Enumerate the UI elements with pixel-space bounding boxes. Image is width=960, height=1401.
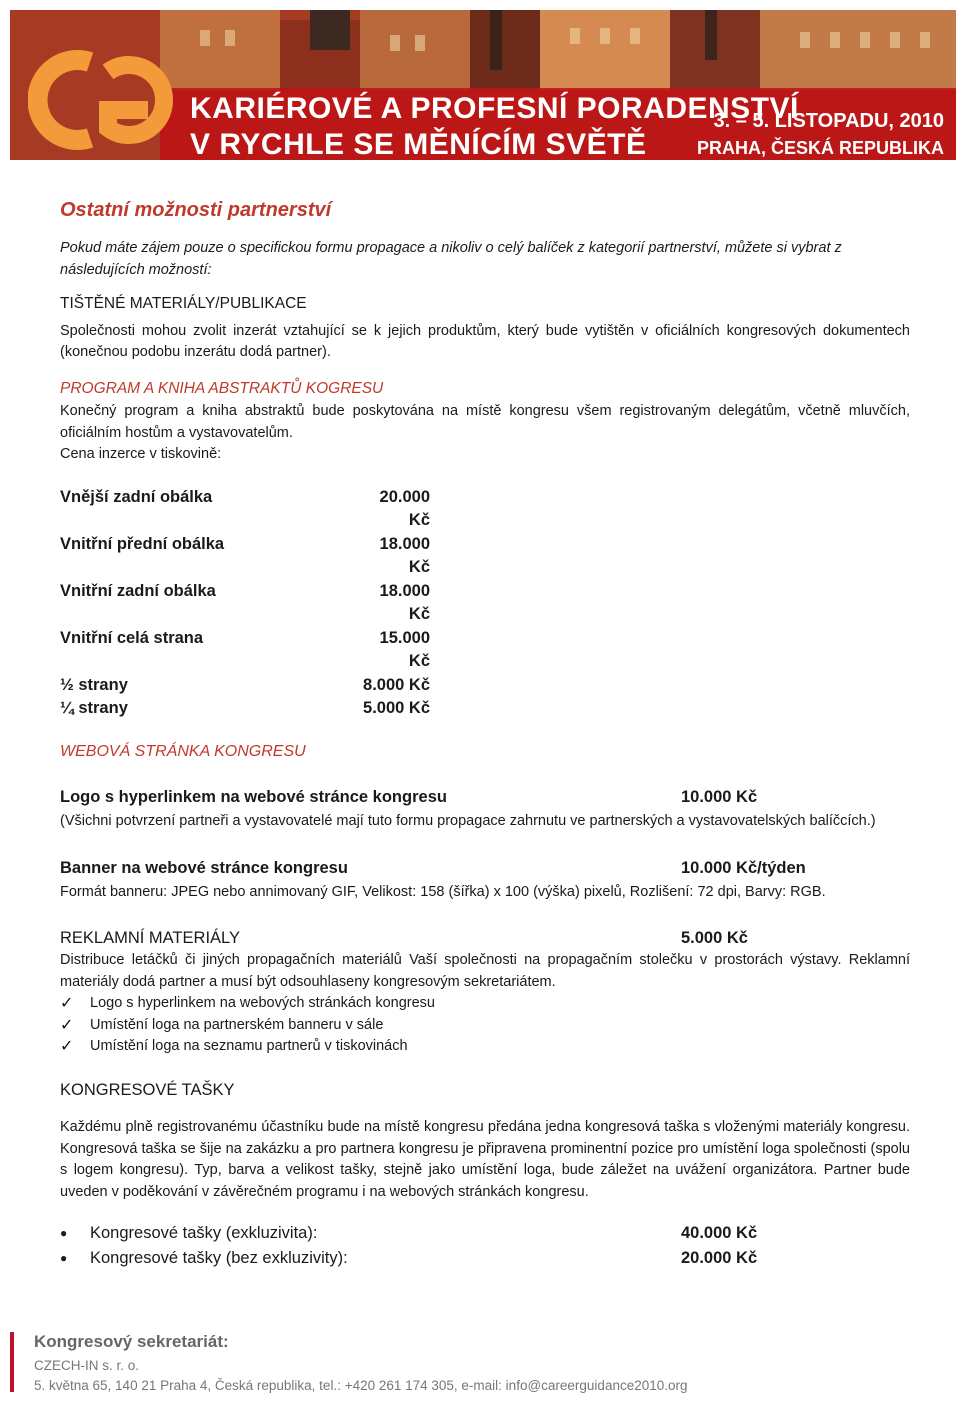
list-item (60, 1246, 910, 1271)
web-heading: WEBOVÁ STRÁNKA KONGRESU (60, 742, 306, 760)
web-banner-price: 10.000 Kč/týden (681, 858, 806, 877)
web-logo-note: (Všichni potvrzení partneři a vystavovatelé mají tuto formu propagace zahrnutu ve partnerských a vystavovatelských balíčcích.) (60, 813, 876, 829)
bags-option-price: 20.000 Kč (681, 1248, 758, 1267)
intro-paragraph: Pokud máte zájem pouze o specifickou formu propagace a nikoliv o celý balíček z kategorií partnerství, můžete si vybrat z následujících možností: (60, 240, 842, 278)
web-banner-label: Banner na webové stránce kongresu (60, 858, 348, 877)
footer (10, 1332, 950, 1394)
price-row (60, 674, 910, 698)
price-row-label: ½ strany (60, 675, 128, 694)
list-item (60, 993, 910, 1015)
bags-option-price: 40.000 Kč (681, 1224, 758, 1242)
checkmark-icon: ✓ (60, 1016, 74, 1034)
bags-heading: KONGRESOVÉ TAŠKY (60, 1080, 235, 1099)
price-row (60, 580, 910, 627)
bags-paragraph: Každému plně registrovanému účastníku bude na místě kongresu předána jedna kongresová taška s vloženými materiály kongresu. Kongresová taška se šije na zakázku a pro partnera kongresu je připravena prominentní pozice pro umístění loga společnosti (spolu s logem kongresu). Typ, barva a velikost tašky, stejně jako umístění loga, bude záležet na uvážení organizátora. Partner bude uveden v poděkování v závěrečném programu i na webových stránkách kongresu. (60, 1119, 910, 1200)
price-row (60, 486, 910, 533)
web-logo-label: Logo s hyperlinkem na webové stránce kongresu (60, 788, 447, 806)
banner-place: PRAHA, ČESKÁ REPUBLIKA (696, 138, 944, 158)
price-row-label: Vnitřní zadní obálka (60, 581, 216, 600)
promo-checklist (60, 993, 910, 1058)
checkmark-icon: ✓ (60, 1038, 74, 1055)
bullet-icon: ● (60, 1250, 68, 1265)
price-row-label: Vnější zadní obálka (60, 487, 213, 506)
footer-company: CZECH-IN s. r. o. (34, 1358, 140, 1373)
promo-paragraph: Distribuce letáčků či jiných propagačních materiálů Vaší společnosti na propagačním stolečku v prostorách výstavy. Reklamní materiály dodá partner a musí být odsouhlaseny kongresovým sekretariátem. (60, 952, 910, 990)
footer-accent-bar (10, 1332, 14, 1392)
list-item (60, 1036, 910, 1058)
banner-title: KARIÉROVÉ A PROFESNÍ PORADENSTVÍ (190, 92, 799, 125)
banner-date: 3. – 5. LISTOPADU, 2010 (713, 110, 944, 132)
list-item (60, 1221, 910, 1246)
price-table (60, 486, 910, 721)
banner-subtitle: V RYCHLE SE MĚNÍCÍM SVĚTĚ (190, 128, 647, 160)
bags-options (60, 1221, 910, 1270)
header-banner (10, 10, 956, 160)
promo-line (60, 927, 910, 950)
price-row-value: 15.000 Kč (379, 628, 430, 670)
print-heading: TIŠTĚNÉ MATERIÁLY/PUBLIKACE (60, 295, 307, 312)
list-item-label: Umístění loga na seznamu partnerů v tiskovinách (90, 1038, 408, 1054)
bullet-icon: ● (60, 1226, 68, 1240)
list-item (60, 1015, 910, 1037)
bags-option-label: Kongresové tašky (bez exkluzivity): (90, 1248, 348, 1267)
promo-heading: REKLAMNÍ MATERIÁLY (60, 929, 241, 947)
promo-price: 5.000 Kč (681, 929, 748, 947)
price-row-label: ¼ strany (60, 699, 128, 717)
cg-logo-icon (28, 50, 178, 150)
price-row-value: 18.000 Kč (379, 534, 430, 576)
web-banner-line (60, 857, 910, 880)
footer-address: 5. května 65, 140 21 Praha 4, Česká republika, tel.: +420 261 174 305, e-mail: info@careerguidance2010.org (34, 1378, 688, 1393)
price-row-value: 8.000 Kč (363, 675, 430, 694)
list-item-label: Umístění loga na partnerském banneru v sále (90, 1016, 384, 1033)
price-row-value: 18.000 Kč (379, 581, 430, 623)
list-item-label: Logo s hyperlinkem na webových stránkách kongresu (90, 995, 435, 1011)
price-row-label: Vnitřní přední obálka (60, 534, 225, 553)
web-logo-line (60, 786, 910, 809)
web-banner-note: Formát banneru: JPEG nebo annimovaný GIF, Velikost: 158 (šířka) x 100 (výška) pixelů, Rozlišení: 72 dpi, Barvy: RGB. (60, 883, 826, 900)
footer-title: Kongresový sekretariát: (34, 1332, 229, 1351)
price-row-value: 5.000 Kč (363, 699, 430, 717)
bags-option-label: Kongresové tašky (exkluzivita): (90, 1224, 318, 1242)
program-heading: PROGRAM A KNIHA ABSTRAKTŮ KOGRESU (60, 379, 384, 397)
print-paragraph: Společnosti mohou zvolit inzerát vztahující se k jejich produktům, který bude vytištěn v oficiálních kongresových dokumentech (konečnou podobu inzerátu dodá partner). (60, 322, 910, 360)
price-row (60, 697, 910, 721)
page-title: Ostatní možnosti partnerství (60, 199, 332, 221)
price-row-label: Vnitřní celá strana (60, 628, 204, 647)
checkmark-icon: ✓ (60, 995, 74, 1012)
document-body (60, 196, 910, 1270)
program-paragraph: Konečný program a kniha abstraktů bude poskytována na místě kongresu všem registrovaným delegátům, včetně mluvčích, oficiálním hostům a vystavovatelům. (60, 403, 910, 441)
price-row (60, 533, 910, 580)
price-row-value: 20.000 Kč (379, 487, 430, 529)
web-logo-price: 10.000 Kč (681, 788, 758, 806)
price-label: Cena inzerce v tiskovině: (60, 446, 222, 462)
price-row (60, 627, 910, 674)
